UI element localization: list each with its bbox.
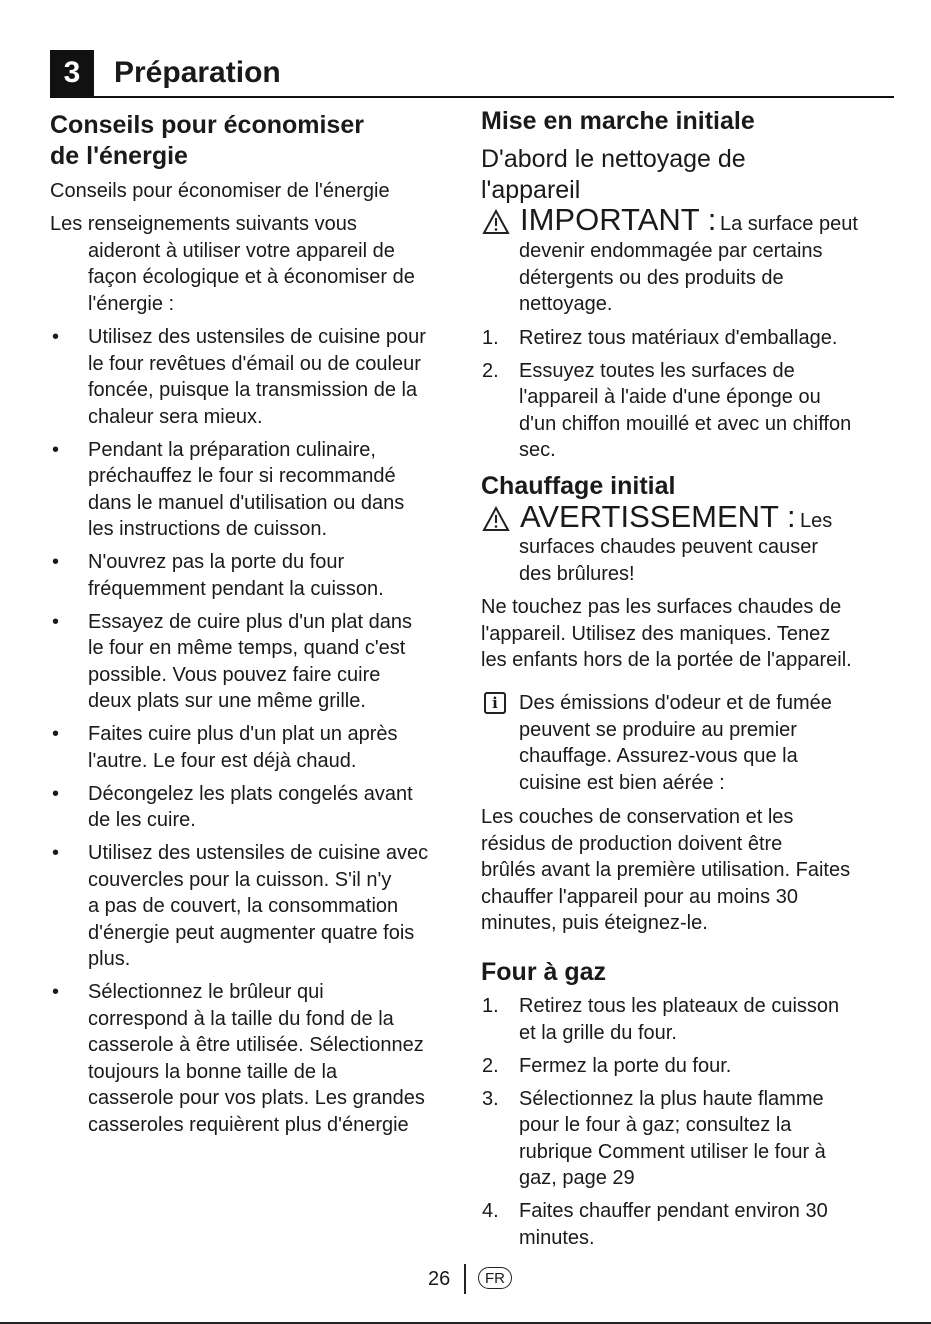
intro-text: Les renseignements suivants vous — [50, 213, 357, 235]
bullet-text: les instructions de cuisson. — [88, 518, 328, 540]
bullet-text: Sélectionnez le brûleur qui — [88, 981, 324, 1003]
bullet-text: correspond à la taille du fond de la — [88, 1007, 394, 1030]
bullet-marker: • — [52, 842, 60, 864]
bullet-text: Décongelez les plats congelés avant — [88, 782, 413, 805]
step-number: 4. — [482, 1200, 499, 1222]
bullet-marker: • — [52, 782, 60, 805]
bullet-text: Faites cuire plus d'un plat un après — [88, 723, 398, 745]
warning-text: Les — [800, 510, 833, 532]
bullet-text: d'énergie peut augmenter quatre fois — [88, 921, 415, 944]
paragraph-text: résidus de production doivent être — [481, 832, 783, 855]
energy-heading: de l'énergie — [50, 142, 188, 170]
step-text: Sélectionnez la plus haute flamme — [519, 1087, 824, 1110]
important-text: détergents ou des produits de — [519, 266, 784, 289]
intro-text: aideront à utiliser votre appareil de — [88, 239, 395, 262]
paragraph-text: brûlés avant la première utilisation. Faites — [481, 859, 851, 881]
step-number: 1. — [482, 995, 499, 1017]
bullet-text: plus. — [88, 948, 131, 970]
bullet-text: dans le manuel d'utilisation ou dans — [88, 491, 405, 514]
step-text: rubrique Comment utiliser le four à — [519, 1140, 826, 1163]
bullet-marker: • — [52, 438, 60, 461]
section-number: 3 — [50, 50, 94, 96]
bullet-text: le four en même temps, quand c'est — [88, 637, 406, 659]
energy-heading: Conseils pour économiser — [50, 111, 364, 139]
bullet-text: a pas de couvert, la consommation — [88, 895, 399, 917]
warning-label: AVERTISSEMENT : — [520, 499, 796, 534]
bullet-marker: • — [52, 723, 60, 745]
bullet-text: chaleur sera mieux. — [88, 405, 263, 428]
bullet-text: de les cuire. — [88, 809, 196, 831]
info-text: Des émissions d'odeur et de fumée — [519, 692, 832, 714]
info-text: chauffage. Assurez-vous que la — [519, 745, 798, 767]
bullet-text: casserole pour vos plats. Les grandes — [88, 1087, 425, 1109]
paragraph-text: l'appareil. Utilisez des maniques. Tenez — [481, 622, 831, 645]
important-label: IMPORTANT : — [520, 202, 717, 237]
energy-subtitle: Conseils pour économiser de l'énergie — [50, 180, 390, 202]
step-number: 2. — [482, 359, 499, 382]
step-text: Retirez tous les plateaux de cuisson — [519, 995, 840, 1017]
bullet-marker: • — [52, 326, 60, 348]
paragraph-text: Ne touchez pas les surfaces chaudes de — [481, 596, 842, 618]
bullet-text: toujours la bonne taille de la — [88, 1060, 338, 1083]
step-text: l'appareil à l'aide d'une éponge ou — [519, 386, 821, 408]
step-text: d'un chiffon mouillé et avec un chiffon — [519, 412, 852, 435]
step-number: 1. — [482, 326, 499, 349]
initial-start-heading: Mise en marche initiale — [481, 107, 755, 135]
page-number: 26 — [428, 1268, 451, 1290]
bullet-text: possible. Vous pouvez faire cuire — [88, 663, 381, 686]
gas-oven-heading: Four à gaz — [481, 958, 607, 986]
step-text: minutes. — [519, 1226, 595, 1249]
important-text: La surface peut — [720, 213, 858, 235]
step-text: Essuyez toutes les surfaces de — [519, 359, 795, 382]
language-badge: FR — [478, 1267, 512, 1289]
step-text: Fermez la porte du four. — [519, 1054, 732, 1077]
intro-text: l'énergie : — [88, 292, 175, 315]
bullet-text: Pendant la préparation culinaire, — [88, 438, 376, 461]
info-text: cuisine est bien aérée : — [519, 771, 725, 794]
step-text: Faites chauffer pendant environ 30 — [519, 1200, 828, 1222]
bullet-text: foncée, puisque la transmission de la — [88, 379, 418, 401]
bullet-text: casserole à être utilisée. Sélectionnez — [88, 1034, 424, 1056]
paragraph-text: minutes, puis éteignez-le. — [481, 912, 708, 934]
bullet-text: casseroles requièrent plus d'énergie — [88, 1113, 409, 1136]
step-text: gaz, page 29 — [519, 1167, 635, 1189]
info-text: peuvent se produire au premier — [519, 718, 797, 741]
step-text: pour le four à gaz; consultez la — [519, 1114, 792, 1136]
bullet-text: Essayez de cuire plus d'un plat dans — [88, 610, 413, 633]
bullet-text: Utilisez des ustensiles de cuisine pour — [88, 326, 426, 348]
bullet-text: le four revêtues d'émail ou de couleur — [88, 352, 421, 375]
step-number: 3. — [482, 1087, 499, 1110]
warning-text: des brûlures! — [519, 562, 635, 585]
section-header — [50, 50, 894, 98]
important-text: devenir endommagée par certains — [519, 240, 823, 262]
step-text: et la grille du four. — [519, 1021, 677, 1044]
bullet-text: fréquemment pendant la cuisson. — [88, 577, 384, 600]
bullet-text: Utilisez des ustensiles de cuisine avec — [88, 842, 429, 864]
section-title: Préparation — [114, 56, 281, 89]
warning-text: surfaces chaudes peuvent causer — [519, 536, 819, 558]
bullet-text: préchauffez le four si recommandé — [88, 465, 396, 487]
cleaning-heading: l'appareil — [481, 176, 581, 204]
important-text: nettoyage. — [519, 293, 613, 315]
bullet-text: l'autre. Le four est déjà chaud. — [88, 749, 357, 772]
paragraph-text: les enfants hors de la portée de l'appareil. — [481, 649, 852, 671]
bullet-text: deux plats sur une même grille. — [88, 690, 366, 712]
step-text: sec. — [519, 439, 556, 461]
paragraph-text: Les couches de conservation et les — [481, 806, 794, 828]
step-text: Retirez tous matériaux d'emballage. — [519, 326, 838, 349]
info-icon: i — [484, 692, 506, 714]
bullet-marker: • — [52, 551, 60, 573]
paragraph-text: chauffer l'appareil pour au moins 30 — [481, 885, 798, 908]
bullet-text: N'ouvrez pas la porte du four — [88, 551, 345, 573]
warning-triangle-icon — [482, 209, 510, 235]
bullet-marker: • — [52, 610, 60, 633]
footer-divider — [464, 1264, 466, 1294]
warning-triangle-icon — [482, 506, 510, 532]
bullet-text: couvercles pour la cuisson. S'il n'y — [88, 868, 392, 891]
cleaning-heading: D'abord le nettoyage de — [481, 145, 746, 173]
bullet-marker: • — [52, 981, 60, 1003]
intro-text: façon écologique et à économiser de — [88, 266, 415, 288]
step-number: 2. — [482, 1054, 499, 1077]
preheat-heading: Chauffage initial — [481, 472, 676, 500]
